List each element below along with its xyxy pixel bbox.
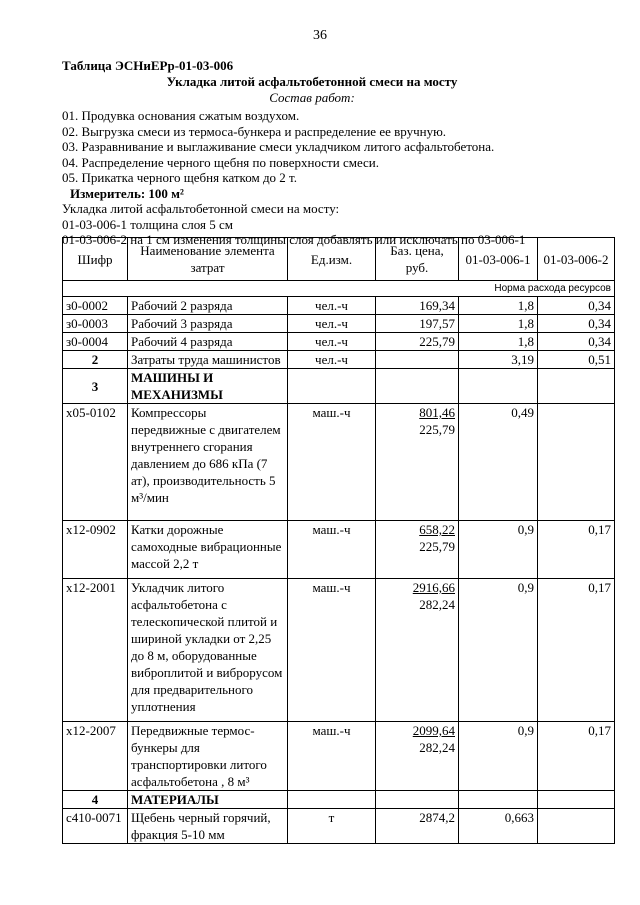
- page-number: 36: [313, 28, 327, 43]
- cell-code: х05-0102: [63, 404, 128, 521]
- section-materials-row: [63, 791, 615, 809]
- cell-name: Передвижные термос-бункеры для транспортировки литого асфальтобетона , 8 м³: [128, 722, 288, 791]
- section-code: 4: [63, 791, 128, 809]
- price-current: 658,22: [419, 522, 455, 537]
- cell-unit: маш.-ч: [288, 404, 376, 521]
- section-name: МАШИНЫ И МЕХАНИЗМЫ: [128, 369, 288, 404]
- table-row: [63, 315, 615, 333]
- header-unit: Ед.изм.: [288, 238, 376, 281]
- header-col2: 01-03-006-2: [538, 238, 615, 281]
- cell-value-1: 0,9: [459, 521, 538, 579]
- cell-name: Рабочий 2 разряда: [128, 297, 288, 315]
- composition-label: Состав работ:: [269, 90, 355, 105]
- table-row: [63, 404, 615, 521]
- measure-unit: Измеритель: 100 м²: [70, 185, 184, 201]
- cell-code: с410-0071: [63, 809, 128, 844]
- section-name: МАТЕРИАЛЫ: [128, 791, 288, 809]
- work-item: 04. Распределение черного щебня по поверхности смеси.: [62, 154, 380, 170]
- cell-value-2: [538, 404, 615, 521]
- work-item: 05. Прикатка черного щебня катком до 2 т.: [62, 170, 298, 185]
- cell-name: Укладчик литого асфальтобетона с телескопической плитой и шириной укладки от 2,25 до 8 м, оборудованные виброплитой и виброрусом для предварительного уплотнения: [128, 579, 288, 722]
- header-price: Баз. цена, руб.: [376, 238, 459, 281]
- section-machines-row: [63, 369, 615, 404]
- cell-price: [376, 579, 459, 722]
- cell-price: [376, 521, 459, 579]
- note-line: Укладка литой асфальтобетонной смеси на мосту:: [62, 201, 340, 216]
- section-code: 3: [63, 369, 128, 404]
- cell-value-1: 3,19: [459, 351, 538, 369]
- cell-code: х12-0902: [63, 521, 128, 579]
- resource-table: [62, 237, 615, 844]
- cell-value-1: 0,9: [459, 722, 538, 791]
- work-item: 03. Разравнивание и выглаживание смеси укладчиком литого асфальтобетона.: [62, 139, 495, 154]
- machinist-row: [63, 351, 615, 369]
- norm-row: [63, 281, 615, 297]
- cell-unit: маш.-ч: [288, 579, 376, 722]
- cell-value-2: 0,34: [538, 333, 615, 351]
- table-subtitle: Укладка литой асфальтобетонной смеси на мосту: [166, 74, 458, 89]
- norm-label: Норма расхода ресурсов: [63, 281, 615, 297]
- cell-price: 225,79: [376, 333, 459, 351]
- cell-value-2: 0,34: [538, 315, 615, 333]
- header-code: Шифр: [63, 238, 128, 281]
- cell-unit: маш.-ч: [288, 521, 376, 579]
- table-row: [63, 579, 615, 722]
- price-base: 282,24: [419, 597, 455, 612]
- cell-code: з0-0002: [63, 297, 128, 315]
- cell-name: Рабочий 3 разряда: [128, 315, 288, 333]
- cell-value-2: [538, 809, 615, 844]
- cell-price: [376, 722, 459, 791]
- cell-price: 197,57: [376, 315, 459, 333]
- price-current: 801,46: [419, 405, 455, 420]
- cell-unit: чел.-ч: [288, 315, 376, 333]
- cell-value-1: 0,9: [459, 579, 538, 722]
- price-base: 225,79: [419, 539, 455, 554]
- cell-value-1: 1,8: [459, 333, 538, 351]
- cell-unit: чел.-ч: [288, 297, 376, 315]
- cell-name: Щебень черный горячий, фракция 5-10 мм: [128, 809, 288, 844]
- cell-price: [376, 404, 459, 521]
- price-current: 2099,64: [412, 723, 455, 738]
- note-line: 01-03-006-2 на 1 см изменения толщины слоя добавлять или исключать по 03-006-1: [62, 232, 526, 247]
- cell-value-2: 0,34: [538, 297, 615, 315]
- cell-value-2: 0,17: [538, 579, 615, 722]
- cell-value-2: 0,17: [538, 521, 615, 579]
- cell-name: Рабочий 4 разряда: [128, 333, 288, 351]
- cell-price: 2874,2: [376, 809, 459, 844]
- table-row: [63, 297, 615, 315]
- cell-value-1: 0,663: [459, 809, 538, 844]
- table-row: [63, 722, 615, 791]
- cell-unit: т: [288, 809, 376, 844]
- table-title: Таблица ЭСНиЕРр-01-03-006: [62, 58, 234, 73]
- table-row: [63, 333, 615, 351]
- cell-name: Затраты труда машинистов: [128, 351, 288, 369]
- note-line: 01-03-006-1 толщина слоя 5 см: [62, 216, 233, 232]
- cell-price: 169,34: [376, 297, 459, 315]
- cell-code: з0-0004: [63, 333, 128, 351]
- cell-value-2: 0,17: [538, 722, 615, 791]
- cell-name: Компрессоры передвижные с двигателем внутреннего сгорания давлением до 686 кПа (7 ат), производительность 5 м³/мин: [128, 404, 288, 521]
- cell-price: [376, 351, 459, 369]
- cell-code: 2: [63, 351, 128, 369]
- price-current: 2916,66: [412, 580, 455, 595]
- cell-value-2: 0,51: [538, 351, 615, 369]
- cell-code: з0-0003: [63, 315, 128, 333]
- work-item: 02. Выгрузка смеси из термоса-бункера и распределение ее вручную.: [62, 123, 447, 139]
- cell-code: х12-2007: [63, 722, 128, 791]
- price-base: 225,79: [419, 422, 455, 437]
- cell-unit: чел.-ч: [288, 351, 376, 369]
- cell-name: Катки дорожные самоходные вибрационные массой 2,2 т: [128, 521, 288, 579]
- work-description: [62, 108, 525, 248]
- table-row: [63, 521, 615, 579]
- cell-code: х12-2001: [63, 579, 128, 722]
- table-row: [63, 809, 615, 844]
- cell-value-1: 1,8: [459, 297, 538, 315]
- cell-value-1: 1,8: [459, 315, 538, 333]
- header-col1: 01-03-006-1: [459, 238, 538, 281]
- header-name: Наименование элемента затрат: [128, 238, 288, 281]
- work-item: 01. Продувка основания сжатым воздухом.: [62, 108, 300, 123]
- cell-unit: маш.-ч: [288, 722, 376, 791]
- cell-value-1: 0,49: [459, 404, 538, 521]
- cell-unit: чел.-ч: [288, 333, 376, 351]
- table-header-row: [63, 238, 615, 281]
- price-base: 282,24: [419, 740, 455, 755]
